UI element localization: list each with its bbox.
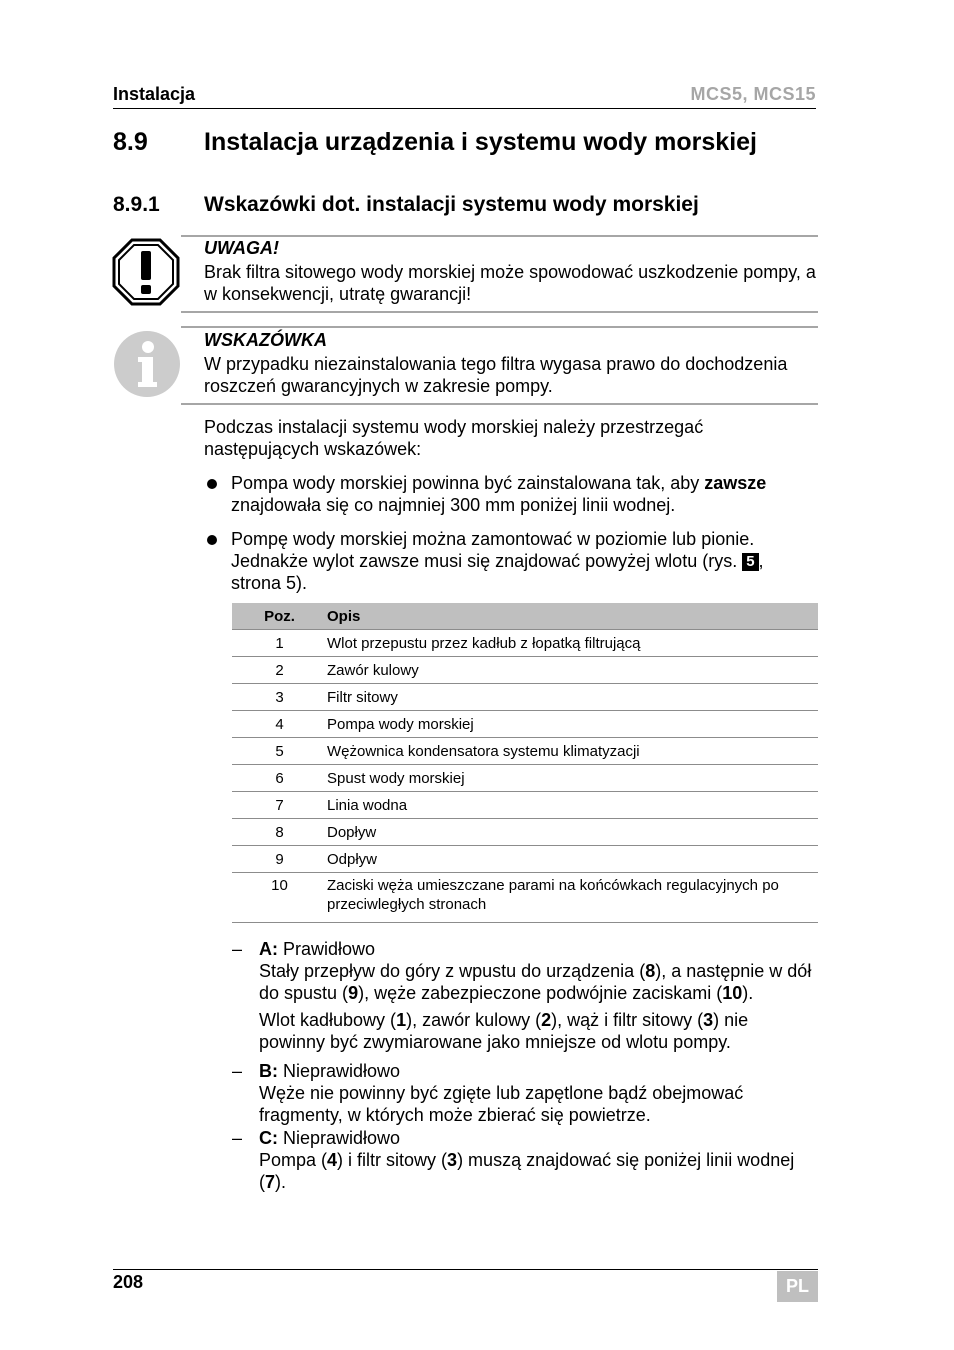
exclamation-octagon-icon (112, 238, 180, 306)
header-rule (113, 108, 816, 109)
subsection-title: Wskazówki dot. instalacji systemu wody morskiej (204, 193, 699, 216)
intro-paragraph: Podczas instalacji systemu wody morskiej należy przestrzegać następujących wskazówek: (204, 417, 704, 459)
dash-marker: – (232, 939, 243, 959)
list-item: Pompę wody morskiej można zamontować w poziomie lub pionie. Jednakże wylot zawsze musi się znajdować powyżej wlotu (rys. 5 , strona 5). (204, 528, 818, 594)
table-row: 5 Wężownica kondensatora systemu klimatyzacji (232, 738, 818, 765)
section-title: Instalacja urządzenia i systemu wody morskiej (204, 128, 757, 156)
case-c-label: C: (259, 1128, 278, 1148)
page-number: 208 (113, 1272, 144, 1292)
figure-reference: 5 (742, 553, 758, 571)
warning-top-rule (181, 235, 818, 237)
hint-text: W przypadku niezainstalowania tego filtra wygasa prawo do dochodzenia roszczeń gwarancyjnych w zakresie pompy. (204, 354, 788, 396)
warning-bottom-rule (181, 311, 818, 313)
bullet-dot (207, 479, 217, 489)
header-section: Instalacja (113, 84, 196, 104)
bullet-dot (207, 535, 217, 545)
subsection-number: 8.9.1 (113, 193, 160, 216)
parts-table (232, 603, 818, 923)
hint-title: WSKAZÓWKA (204, 330, 327, 350)
table-row: 10 Zaciski węża umieszczane parami na końcówkach regulacyjnych po przeciwległych stronach (232, 873, 818, 923)
column-header-opis: Opis (327, 603, 818, 630)
section-number: 8.9 (113, 128, 148, 156)
table-row: 4 Pompa wody morskiej (232, 711, 818, 738)
column-header-poz: Poz. (232, 603, 327, 630)
warning-text: Brak filtra sitowego wody morskiej może spowodować uszkodzenie pompy, a w konsekwencji, utratę gwarancji! (204, 262, 816, 304)
case-a: – A: Prawidłowo Stały przepływ do góry z wpustu do urządzenia (8), a następnie w dół do spustu (9), węże zabezpieczone podwójnie zaciskami (10). Wlot kadłubowy (1), zawór kulowy (2), wąż i filtr sitowy (3) nie powinny być zwymiarowane jako mniejsze od wlotu pompy. (232, 939, 812, 1052)
case-b: – B: Nieprawidłowo Węże nie powinny być zgięte lub zapętlone bądź obejmować fragmenty, w których może zbierać się powietrze. (232, 1061, 744, 1125)
hint-bottom-rule (181, 403, 818, 405)
list-item: Pompa wody morskiej powinna być zainstalowana tak, aby zawsze znajdowała się co najmniej 300 mm poniżej linii wodnej. (204, 472, 818, 516)
dash-marker: – (232, 1061, 243, 1081)
case-a-label: A: (259, 939, 278, 959)
table-row: 9 Odpływ (232, 846, 818, 873)
info-icon (113, 330, 181, 398)
footer-rule (113, 1269, 818, 1270)
table-row: 6 Spust wody morskiej (232, 765, 818, 792)
table-row: 3 Filtr sitowy (232, 684, 818, 711)
table-row: 7 Linia wodna (232, 792, 818, 819)
table-row: 8 Dopływ (232, 819, 818, 846)
dash-marker: – (232, 1128, 243, 1148)
case-c: – C: Nieprawidłowo Pompa (4) i filtr sitowy (3) muszą znajdować się poniżej linii wodnej (7). (232, 1128, 795, 1192)
hint-top-rule (181, 326, 818, 328)
header-model: MCS5, MCS15 (690, 84, 816, 104)
table-row: 1 Wlot przepustu przez kadłub z łopatką filtrującą (232, 630, 818, 657)
language-badge: PL (777, 1271, 818, 1302)
case-b-label: B: (259, 1061, 278, 1081)
section-heading (113, 128, 757, 157)
table-header-row (232, 603, 818, 630)
table-row: 2 Zawór kulowy (232, 657, 818, 684)
warning-title: UWAGA! (204, 238, 279, 258)
subsection-heading (113, 193, 699, 217)
